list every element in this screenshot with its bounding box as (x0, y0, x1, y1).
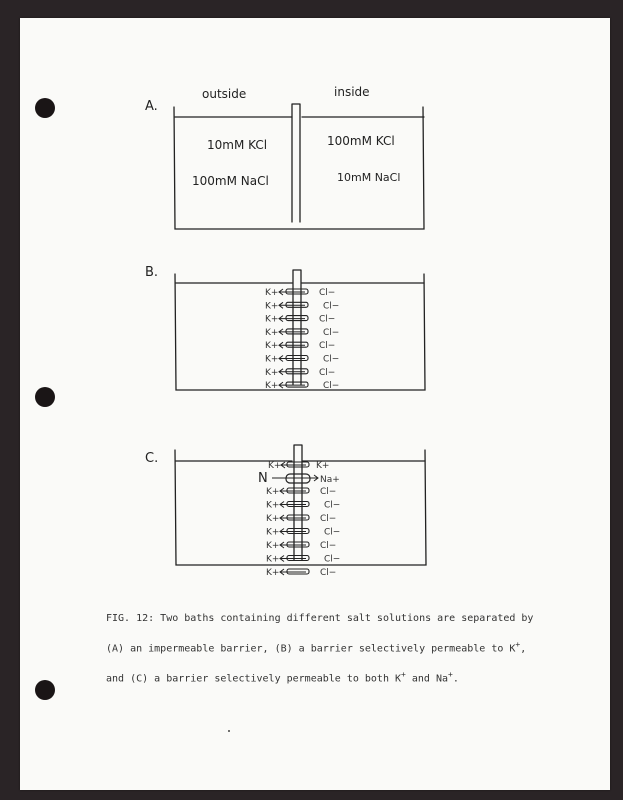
k-ion-label: K+ (266, 500, 280, 511)
stray-dot (228, 730, 230, 732)
outside-label: outside (202, 87, 247, 101)
ion-row (266, 541, 336, 551)
inside-kcl: 100mM KCl (327, 134, 395, 148)
ion-row (266, 514, 336, 524)
ion-row (265, 355, 339, 365)
cl-ion-label: Cl− (319, 341, 336, 352)
k-ion-label: K+ (265, 301, 279, 312)
k-ion-label-right: K+ (316, 461, 330, 471)
outside-nacl: 100mM NaCl (192, 174, 269, 188)
panel-b-letter: B. (145, 265, 159, 280)
k-ion-label: K+ (265, 288, 279, 298)
ion-row (266, 555, 340, 565)
bath-a-barrier (292, 104, 300, 222)
cl-ion-label: Cl− (324, 554, 341, 565)
k-ion-label: K+ (266, 541, 280, 551)
ion-row (266, 501, 340, 511)
bath-a-outline (174, 107, 424, 229)
ion-row (265, 315, 335, 325)
cl-ion-label: Cl− (320, 487, 337, 497)
panel-c-letter: C. (145, 451, 159, 466)
cl-ion-label: Cl− (324, 500, 341, 511)
cl-ion-label: Cl− (323, 354, 340, 365)
cl-ion-label: Cl− (323, 301, 340, 312)
cl-ion-label: Cl− (320, 541, 337, 551)
caption-line-3: and (C) a barrier selectively permeable to both K+ and Na+. (106, 670, 459, 685)
ion-row (266, 487, 336, 497)
cl-ion-label: Cl− (324, 527, 341, 538)
k-ion-label: K+ (265, 327, 279, 338)
outside-kcl: 10mM KCl (207, 138, 268, 152)
na-channel-row (272, 474, 318, 483)
caption-line-2: (A) an impermeable barrier, (B) a barrier selectively permeable to K+, (106, 640, 527, 655)
cl-ion-label: Cl− (320, 568, 337, 578)
k-ion-label: K+ (266, 527, 280, 538)
k-ion-label: K+ (265, 341, 279, 352)
ion-row (265, 341, 335, 351)
ion-row (265, 328, 339, 338)
k-ion-label: K+ (265, 314, 279, 325)
ion-row (265, 368, 335, 378)
k-ion-label: K+ (266, 514, 280, 524)
bath-b-barrier (293, 270, 301, 385)
na-flux-arrow (272, 475, 318, 481)
figure-caption (106, 606, 534, 693)
na-outside-label: N (258, 471, 268, 486)
panel-a-letter: A. (145, 99, 158, 114)
cl-ion-label: Cl− (319, 288, 336, 298)
ion-row (266, 528, 340, 538)
ion-row (266, 568, 336, 578)
inside-label: inside (334, 85, 370, 99)
k-ion-label: K+ (268, 461, 282, 471)
k-ion-label: K+ (265, 354, 279, 365)
cl-ion-label: Cl− (323, 327, 340, 338)
ion-row (265, 288, 335, 298)
ion-row (265, 301, 339, 311)
k-ion-label: K+ (265, 381, 279, 392)
cl-ion-label: Cl− (319, 314, 336, 325)
k-ion-label: K+ (265, 367, 279, 378)
inside-nacl: 10mM NaCl (337, 171, 401, 184)
ion-row-top (268, 461, 329, 471)
k-ion-label: K+ (266, 554, 280, 565)
cl-ion-label: Cl− (320, 514, 337, 524)
na-inside-label: Na+ (320, 475, 340, 485)
caption-line-1: FIG. 12: Two baths containing different salt solutions are separated by (106, 613, 534, 624)
k-ion-label: K+ (266, 487, 280, 497)
cl-ion-label: Cl− (319, 367, 336, 378)
cl-ion-label: Cl− (323, 381, 340, 392)
k-ion-label: K+ (266, 568, 280, 578)
